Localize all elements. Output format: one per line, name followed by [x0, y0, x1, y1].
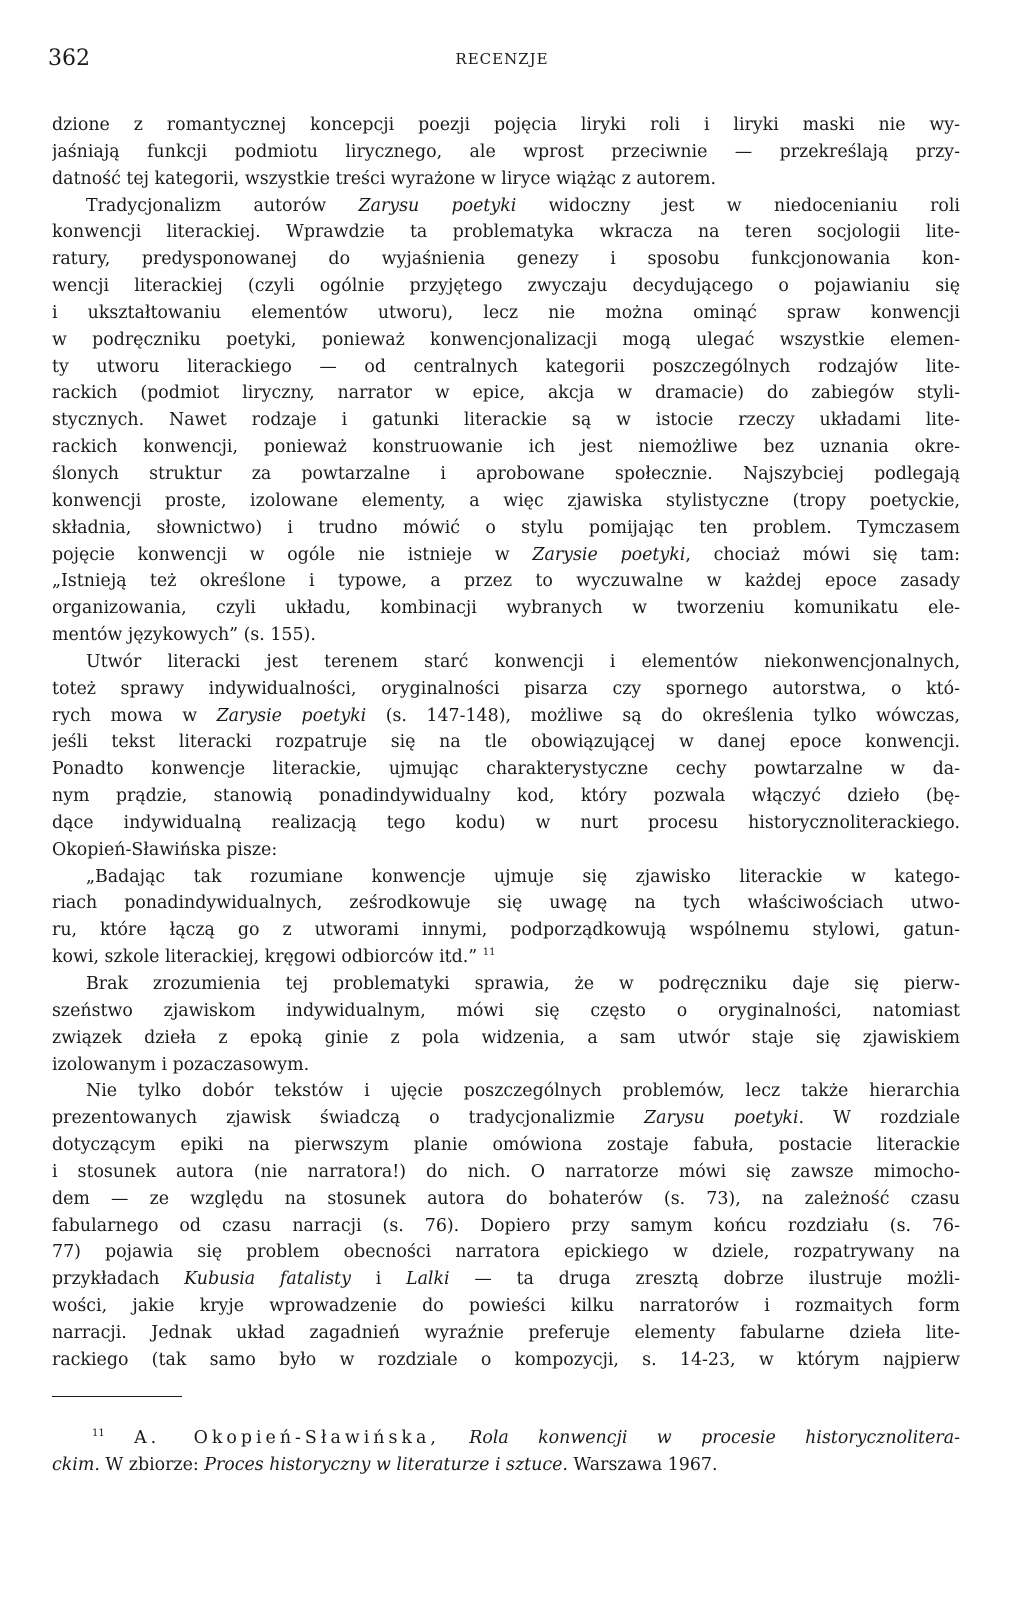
text-line: „Badając tak rozumiane konwencje ujmuje się zjawisko literackie w katego- [86, 866, 960, 887]
page-header [48, 46, 956, 74]
text-line: Ponadto konwencje literackie, ujmując charakterystyczne cechy powtarzalne w da- [52, 759, 960, 780]
text-line: rackich (podmiot liryczny, narrator w epice, akcja w dramacie) do zabiegów styli- [52, 383, 960, 404]
footnote-title: Rola konwencji w procesie historycznolitera- [469, 1428, 960, 1448]
text-line: jeśli tekst literacki rozpatruje się na tle obowiązującej w danej epoce konwencji. [52, 732, 960, 753]
footnote-rule [52, 1396, 182, 1397]
footnote-text: Warszawa 1967. [567, 1455, 718, 1475]
text-line: ru, które łączą go z utworami innymi, podporządkowują wspólnemu stylowi, gatun- [52, 920, 960, 941]
text-line: jaśniają funkcji podmiotu lirycznego, ale wprost przeciwnie — przekreślają przy- [52, 141, 960, 162]
footnote-line [52, 1452, 960, 1479]
text-line: nym prądzie, stanowią ponadindywidualny kod, który pozwala włączyć dzieło (bę- [52, 786, 960, 807]
text-line: Nie tylko dobór tekstów i ujęcie poszczególnych problemów, lecz także hierarchia [86, 1081, 960, 1102]
text-line: związek dzieła z epoką ginie z pola widzenia, a sam utwór staje się zjawiskiem [52, 1027, 960, 1048]
text-line: konwencji literackiej. Wprawdzie ta problematyka wkracza na teren socjologii lite- [52, 222, 960, 243]
text-line: dące indywidualną realizacją tego kodu) w nurt procesu historycznoliterackiego. [52, 812, 960, 833]
text-line: ślonych struktur za powtarzalne i aprobowane społecznie. Najszybciej podlegają [52, 463, 960, 484]
page-number: 362 [48, 46, 90, 71]
text-line: toteż sprawy indywidualności, oryginalności pisarza czy spornego autorstwa, o któ- [52, 678, 960, 699]
text-line: dzione z romantycznej koncepcji poezji pojęcia liryki roli i liryki maski nie wy- [52, 115, 960, 135]
text-line: wencji literackiej (czyli ogólnie przyjętego zwyczaju decydującego o pojawianiu się [52, 276, 960, 297]
footnote-line [52, 1425, 960, 1452]
text-line: 77) pojawia się problem obecności narratora epickiego w dziele, rozpatrywany na [52, 1242, 960, 1263]
text-line: datność tej kategorii, wszystkie treści wyrażone w liryce wiążąc z autorem. [52, 168, 717, 189]
text-line: wości, jakie kryje wprowadzenie do powieści kilku narratorów i rozmaitych form [52, 1296, 960, 1317]
text-line: dem — ze względu na stosunek autora do bohaterów (s. 73), na zależność czasu [52, 1188, 960, 1209]
text-line: i ukształtowaniu elementów utworu), lecz nie można ominąć spraw konwencji [52, 302, 960, 323]
running-head: RECENZJE [455, 50, 549, 68]
footnote-book-title: Proces historyczny w literaturze i sztuce. [204, 1455, 568, 1475]
text-line: riach ponadindywidualnych, ześrodkowuje się uwagę na tych właściwościach utwo- [52, 893, 960, 914]
text-line: dotyczącym epiki na pierwszym planie omówiona zostaje fabuła, postacie literackie [52, 1135, 960, 1156]
body-text [52, 112, 960, 1374]
text-line: szeństwo zjawiskom indywidualnym, mówi się często o oryginalności, natomiast [52, 1000, 960, 1021]
text-line: fabularnego od czasu narracji (s. 76). Dopiero przy samym końcu rozdziału (s. 76- [52, 1215, 960, 1236]
text-line: stycznych. Nawet rodzaje i gatunki literackie są w istocie rzeczy układami lite- [52, 410, 960, 431]
text-line: rych mowa w Zarysie poetyki (s. 147-148), możliwe są do określenia tylko wówczas, [52, 705, 960, 726]
footnotes [52, 1425, 960, 1479]
text-line: ty utworu literackiego — od centralnych kategorii poszczególnych rodzajów lite- [52, 356, 960, 377]
text-line: i stosunek autora (nie narratora!) do nich. O narratorze mówi się zawsze mimocho- [52, 1161, 960, 1182]
text-line: narracji. Jednak układ zagadnień wyraźnie preferuje elementy fabularne dzieła lite- [52, 1322, 960, 1343]
text-line: w podręczniku poetyki, ponieważ konwencjonalizacji mogą ulegać wszystkie elemen- [52, 329, 960, 350]
text-line: składnia, słownictwo) i trudno mówić o stylu pomijając ten problem. Tymczasem [52, 517, 960, 538]
text-line: prezentowanych zjawisk świadczą o tradycjonalizmie Zarysu poetyki. W rozdziale [52, 1108, 960, 1129]
text-line: Okopień-Sławińska pisze: [52, 839, 278, 860]
text-line: organizowania, czyli układu, kombinacji wybranych w tworzeniu komunikatu ele- [52, 598, 960, 619]
text-line: Tradycjonalizm autorów Zarysu poetyki widoczny jest w niedocenianiu roli [86, 195, 960, 216]
text-line: Brak zrozumienia tej problematyki sprawia, że w podręczniku daje się pierw- [86, 974, 960, 994]
text-line: pojęcie konwencji w ogóle nie istnieje w Zarysie poetyki, chociaż mówi się tam: [52, 544, 960, 565]
footnote-title-end: ckim. [52, 1455, 100, 1475]
text-line: rackich konwencji, ponieważ konstruowanie ich jest niemożliwe bez uznania okre- [52, 437, 960, 458]
footnote-marker: 11 [92, 1428, 105, 1440]
text-line: Utwór literacki jest terenem starć konwencji i elementów niekonwencjonalnych, [86, 651, 960, 672]
text-line: przykładach Kubusia fatalisty i Lalki — ta druga zresztą dobrze ilustruje możli- [52, 1269, 960, 1290]
footnote-author: A. Okopień-Sławińska, [134, 1428, 440, 1448]
footnote-text: W zbiorze: [99, 1455, 205, 1475]
text-line: rackiego (tak samo było w rozdziale o kompozycji, s. 14-23, w którym najpierw [52, 1349, 960, 1370]
text-line: „Istnieją też określone i typowe, a przez to wyczuwalne w każdej epoce zasady [52, 571, 960, 592]
text-line: ratury, predysponowanej do wyjaśnienia genezy i sposobu funkcjonowania kon- [52, 249, 960, 270]
text-line: izolowanym i pozaczasowym. [52, 1054, 310, 1075]
text-line: konwencji proste, izolowane elementy, a więc zjawiska stylistyczne (tropy poetyckie, [52, 490, 960, 511]
text-line: mentów językowych” (s. 155). [52, 625, 316, 646]
text-line: kowi, szkole literackiej, kręgowi odbiorców itd.” $^{11}$ [52, 947, 496, 968]
